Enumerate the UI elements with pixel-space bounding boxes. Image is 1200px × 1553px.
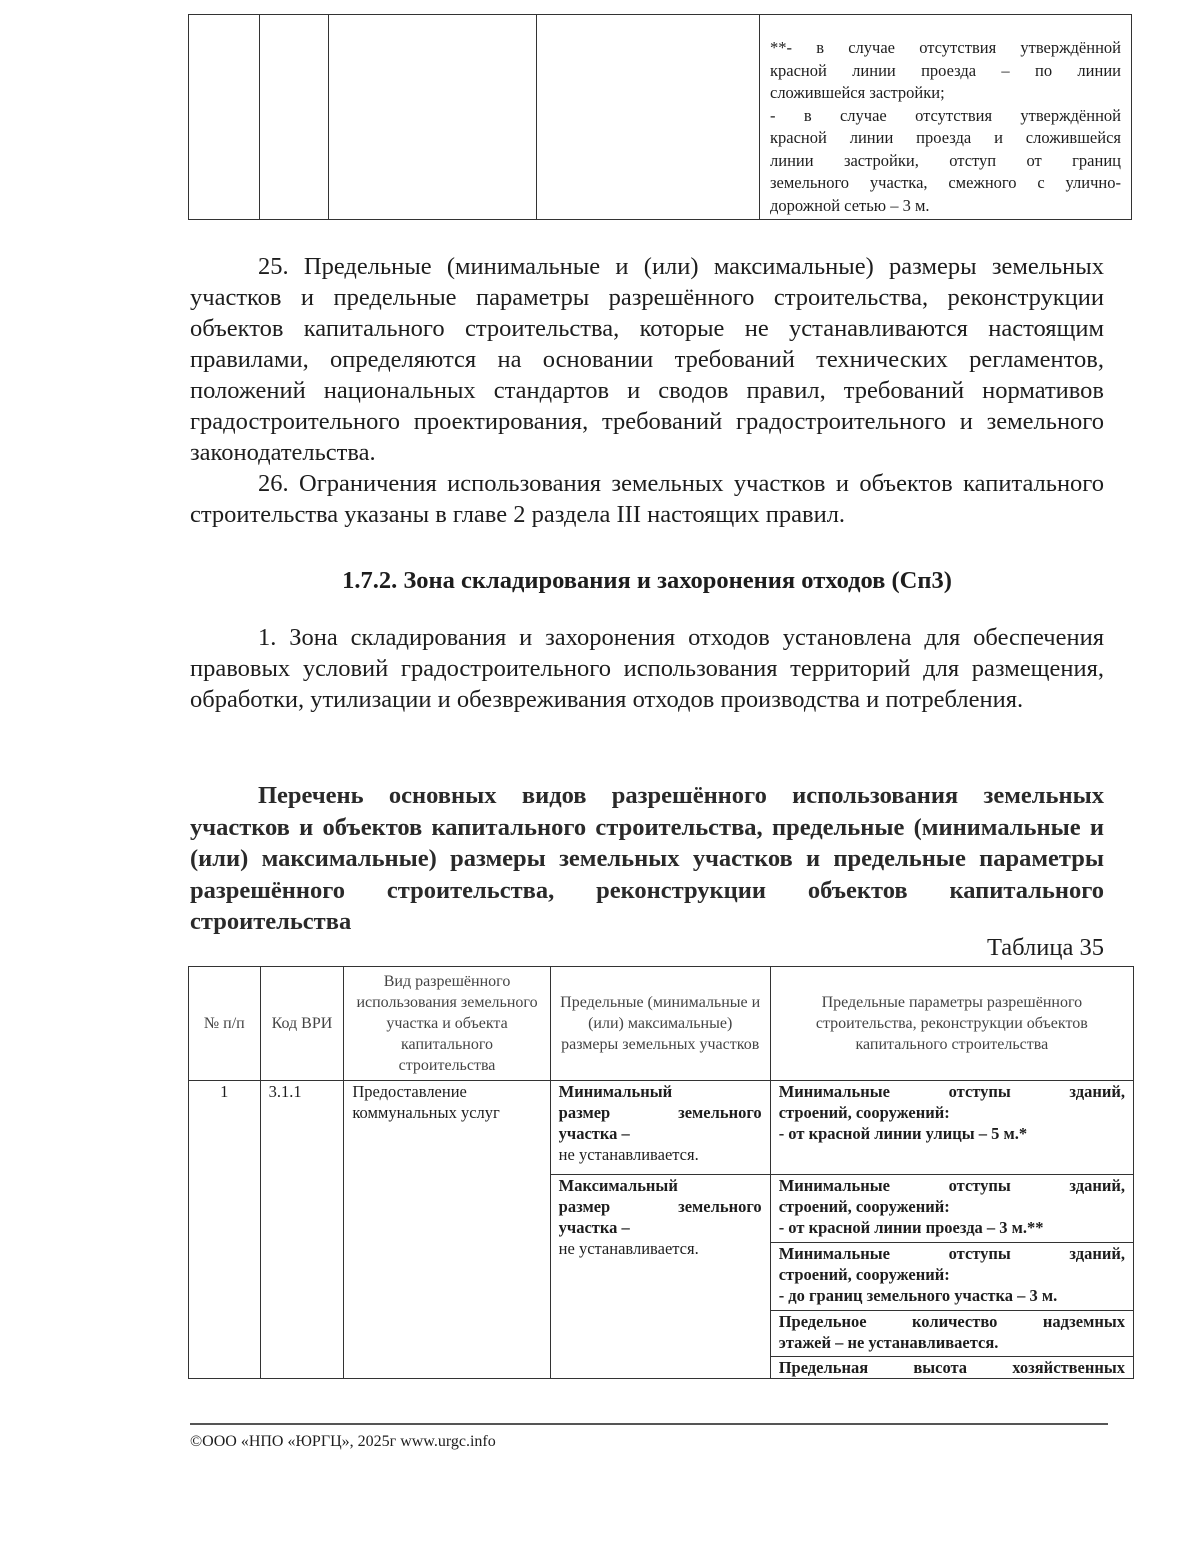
cell-line: - от красной линии проезда – 3 м.**	[778, 1218, 1044, 1237]
table-cell	[537, 15, 760, 220]
cell-line: не устанавливается.	[558, 1239, 699, 1258]
continuation-table	[188, 14, 1132, 220]
cell-line: строений, сооружений:	[778, 1265, 950, 1284]
footnote-line: **- в случае отсутствия утверждённой	[770, 38, 1121, 57]
footnote-line: красной линии проезда и сложившейся	[770, 128, 1121, 147]
cell-line: строений, сооружений:	[778, 1197, 950, 1216]
page-footer: ©ООО «НПО «ЮРГЦ», 2025г www.urgc.info	[190, 1433, 496, 1450]
list-title: Перечень основных видов разрешённого использования земельных участков и объектов капитального строительства, предельные (минимальные и (или) максимальные) размеры земельных участков и предельные параметры разрешённого строительства, реконструкции объектов капитального строительства	[190, 782, 1104, 935]
param-cell-2	[770, 1175, 1133, 1243]
param-cell-3	[770, 1243, 1133, 1311]
paragraph-25: 25. Предельные (минимальные и (или) максимальные) размеры земельных участков и предельные параметры разрешённого строительства, реконструкции объектов капитального строительства, которые не устанавливаются настоящим правилами, определяются на основании требований технических регламентов, положений национальных стандартов и сводов правил, требований нормативов градостроительного проектирования, требований градостроительного и земельного законодательства.	[190, 253, 1104, 466]
body-text-block	[190, 251, 1104, 530]
size-min-cell	[550, 1081, 770, 1175]
body-text-block-2	[190, 622, 1104, 715]
cell-line: этажей – не устанавливается.	[778, 1333, 999, 1352]
main-table	[188, 966, 1134, 1379]
footnote-line: сложившейся застройки;	[770, 83, 945, 102]
paragraph-1: 1. Зона складирования и захоронения отходов установлена для обеспечения правовых условий градостроительного использования территорий для размещения, обработки, утилизации и обезвреживания отходов производства и потребления.	[190, 624, 1104, 713]
table-caption: Таблица 35	[986, 934, 1104, 961]
cell-line: Минимальные отступы зданий,	[778, 1176, 1125, 1195]
footnote-cell	[760, 15, 1132, 220]
size-max-cell	[550, 1175, 770, 1379]
cell-line: - до границ земельного участка – 3 м.	[778, 1286, 1058, 1305]
cell-line: размер земельного	[558, 1103, 762, 1122]
header-num: № п/п	[189, 967, 261, 1081]
cell-line: размер земельного	[558, 1197, 762, 1216]
header-vid: Вид разрешённого использования земельного участка и объекта капитального строительства	[344, 967, 550, 1081]
cell-line: Предельная высота хозяйственных	[778, 1358, 1125, 1377]
row-code: 3.1.1	[260, 1081, 344, 1379]
cell-line: участка –	[558, 1124, 630, 1143]
cell-line: строений, сооружений:	[778, 1103, 950, 1122]
header-code: Код ВРИ	[260, 967, 344, 1081]
cell-line: Максимальный	[558, 1176, 678, 1195]
table-cell	[260, 15, 329, 220]
cell-line: не устанавливается.	[558, 1145, 699, 1164]
table-cell	[189, 15, 260, 220]
header-params: Предельные параметры разрешённого строительства, реконструкции объектов капитального строительства	[770, 967, 1133, 1081]
table-cell	[329, 15, 537, 220]
cell-line: Минимальные отступы зданий,	[778, 1082, 1125, 1101]
section-heading: 1.7.2. Зона складирования и захоронения отходов (Сп3)	[342, 567, 952, 594]
row-num: 1	[189, 1081, 261, 1379]
cell-line: Минимальный	[558, 1082, 673, 1101]
row-vid: Предоставление коммунальных услуг	[344, 1081, 550, 1379]
header-size: Предельные (минимальные и (или) максимальные) размеры земельных участков	[550, 967, 770, 1081]
cell-line: Предельное количество надземных	[778, 1312, 1125, 1331]
list-title-block	[190, 780, 1104, 938]
footnote-line: красной линии проезда – по линии	[770, 60, 1121, 80]
footnote-line: земельного участка, смежного с улично-	[770, 173, 1121, 192]
cell-line: Минимальные отступы зданий,	[778, 1244, 1125, 1263]
footnote-line: - в случае отсутствия утверждённой	[770, 105, 1121, 125]
param-cell-4	[770, 1311, 1133, 1357]
footnote-line: линии застройки, отступ от границ	[770, 150, 1121, 170]
footer-divider	[190, 1423, 1108, 1425]
param-cell-1	[770, 1081, 1133, 1175]
cell-line: участка –	[558, 1218, 630, 1237]
cell-line: - от красной линии улицы – 5 м.*	[778, 1124, 1028, 1143]
footnote-line: дорожной сетью – 3 м.	[770, 195, 930, 215]
param-cell-5	[770, 1357, 1133, 1379]
paragraph-26: 26. Ограничения использования земельных участков и объектов капитального строительства указаны в главе 2 раздела III настоящих правил.	[190, 470, 1104, 528]
